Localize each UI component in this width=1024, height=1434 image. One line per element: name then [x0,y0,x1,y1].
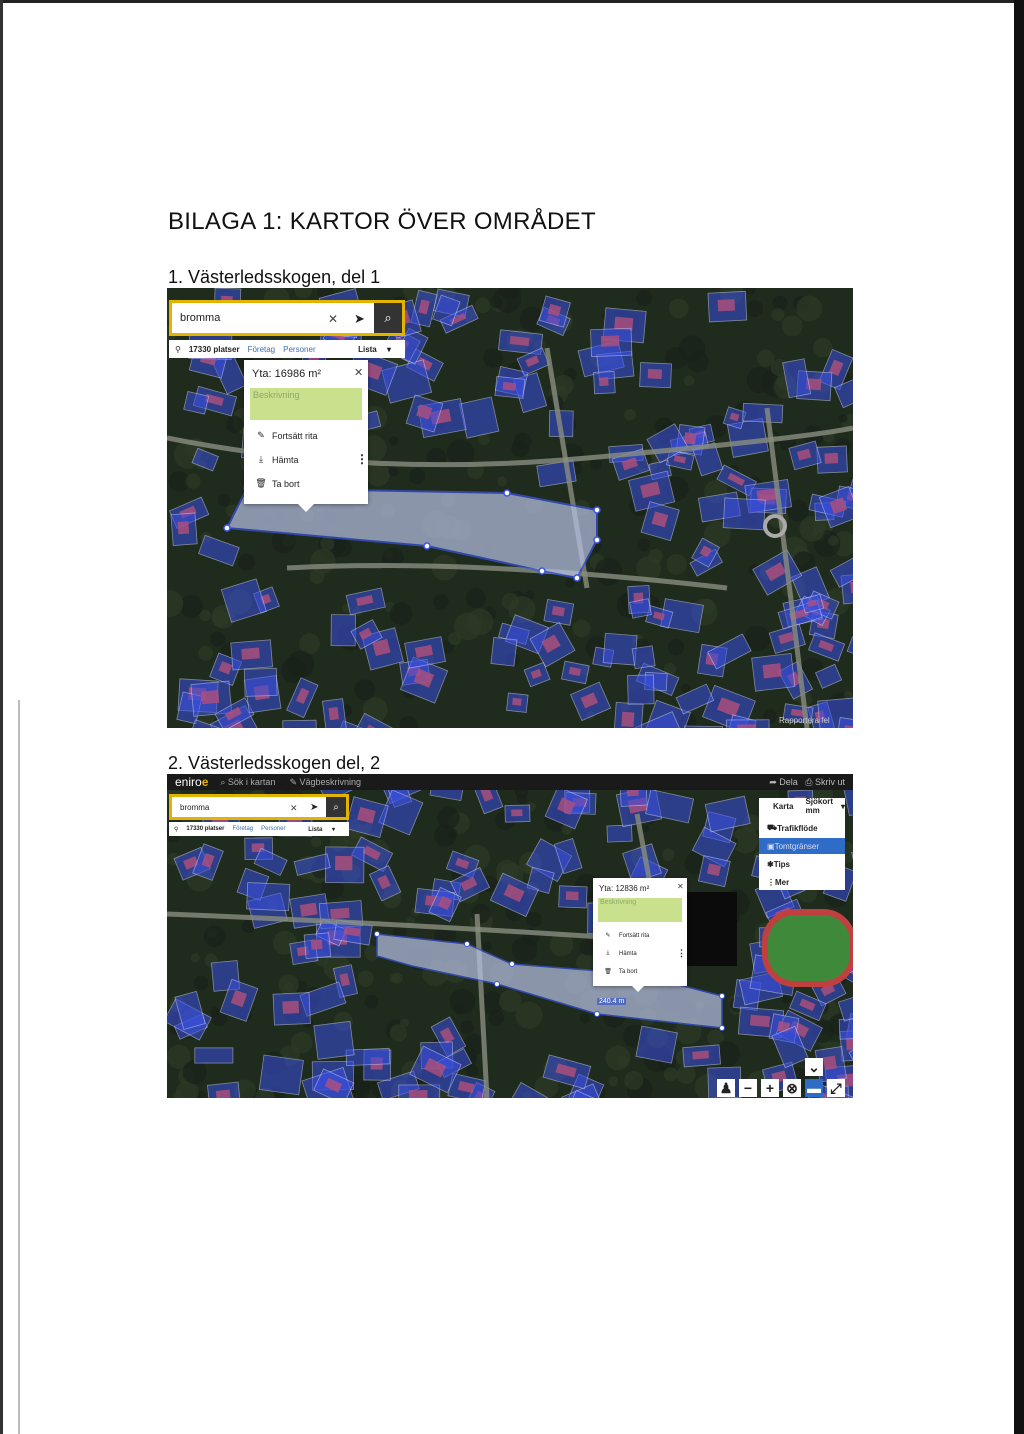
measure-icon[interactable]: ▬ [807,1080,821,1096]
map2-fetch-label: Hämta [619,950,637,957]
map2-continue-drawing[interactable] [601,932,649,939]
map1-delete-label: Ta bort [272,478,300,489]
eniro-logo-text: eniro [175,775,202,789]
map2-area-popup [593,878,687,986]
map2-layer-panel [759,798,845,890]
map2-results-count: 17330 platser [186,826,225,832]
map2-result-bar [169,822,349,836]
plot-icon: ▣ [767,841,775,851]
map2-plots-label: Tomtgränser [774,841,820,851]
trash-icon: 🗑 [604,969,612,975]
popup-pointer [298,504,314,512]
map2-route[interactable]: ✎ Vägbeskrivning [289,776,362,787]
scan-edge-right [1014,0,1024,1434]
vertex-handle [424,543,430,549]
map2-layer-tabs [759,798,845,814]
clear-icon[interactable]: ✕ [328,312,339,326]
page-heading: BILAGA 1: KARTOR ÖVER OMRÅDET [168,208,596,235]
map2-share-print[interactable]: ➦ Dela ⎙ Skriv ut [769,776,845,787]
map1-list-label: Lista [358,344,377,354]
map1-report-error[interactable]: Rapportera fel [779,716,830,725]
search-icon[interactable]: ⌕ [326,797,346,817]
map2-print-label: Skriv ut [814,776,845,787]
map2-delete[interactable] [601,968,637,975]
pin-icon: ⚲ [174,826,179,833]
vertex-handle [539,568,545,574]
location-arrow-icon[interactable]: ➤ [354,311,365,326]
map2-list-label: Lista [308,826,323,833]
map2-layer-more[interactable] [759,874,845,890]
map2-tab-companies[interactable]: Företag [232,826,254,832]
dark-court [685,892,737,966]
map1-continue-label: Fortsätt rita [272,430,318,441]
pencil-icon: ✎ [257,430,265,440]
map1-search-input[interactable]: bromma [180,312,221,324]
map2-search-in-map[interactable]: ⌕ Sök i kartan [220,776,276,787]
map2-more-label: Mer [775,877,790,887]
map1-tab-companies[interactable]: Företag [247,344,276,354]
location-arrow-icon[interactable]: ➤ [310,802,319,813]
map1-result-bar [169,340,405,358]
map1-continue-drawing[interactable] [254,430,318,441]
close-icon[interactable]: ✕ [677,882,684,891]
map2-fetch[interactable] [601,950,637,957]
map2-sea-tab[interactable]: Sjökort mm [805,797,834,815]
search-icon[interactable]: ⌕ [374,303,402,333]
map1-fetch[interactable] [254,454,299,465]
zoom-out-icon[interactable]: − [739,1079,757,1097]
more-icon[interactable]: ⋮ [356,452,368,466]
eniro-logo[interactable]: eniroe [175,775,209,789]
map1-search-box[interactable] [169,300,405,336]
vertex-handle [510,962,515,967]
vertex-handle [594,507,600,513]
more-icon[interactable]: ⋮ [677,948,686,958]
map2-toolbar [167,774,853,790]
car-icon: ⛟ [767,823,778,832]
vertex-handle [720,1026,725,1031]
map2-search-box[interactable] [169,794,349,820]
map2-route-label: Vägbeskrivning [299,776,362,787]
download-icon: ⤓ [259,454,263,464]
map1-delete[interactable] [254,478,300,489]
vertex-handle [574,575,580,581]
map2-map-tab[interactable]: Karta [773,801,794,811]
more-icon: ⋮ [767,877,775,887]
popup-pointer [632,986,644,992]
map2-satellite-view[interactable] [167,774,853,1098]
close-icon[interactable]: ✕ [354,367,364,379]
scan-edge-left [0,0,3,1434]
vertex-handle [594,537,600,543]
map2-layer-plots[interactable] [759,838,845,854]
vertex-handle [495,982,500,987]
map2-traffic-label: Trafikflöde [777,823,818,833]
vertex-handle [224,525,230,531]
vertex-handle [720,994,725,999]
vertex-handle [465,942,470,947]
map1-caption: 1. Västerledsskogen, del 1 [168,267,381,287]
pencil-icon: ✎ [605,933,611,939]
map2-search-in-map-label: Sök i kartan [227,776,276,787]
map2-tips-label: Tips [773,859,791,869]
map2-layer-traffic[interactable] [759,820,845,836]
trash-icon: 🗑 [255,478,267,488]
map2-continue-label: Fortsätt rita [619,932,650,939]
person-icon[interactable]: ♟ [717,1079,735,1097]
map1-list-dropdown[interactable]: Lista ▾ [358,344,391,354]
map2-description-field[interactable]: Beskrivning [598,898,682,922]
map1-description-field[interactable]: Beskrivning [250,388,362,420]
sports-field [765,912,853,984]
map1-fetch-label: Hämta [272,454,299,465]
chevron-down-icon: ▾ [840,801,845,811]
map1-area-label: Yta: 16986 m² [252,368,322,380]
map2-area-label: Yta: 12836 m² [599,884,650,893]
zoom-in-icon[interactable]: + [761,1079,779,1097]
map2-layers-toggle-icon[interactable]: ⌄ [805,1058,823,1076]
map2-measure-label: 240.4 m [599,998,625,1005]
map1-results-count: 17330 platser [188,344,240,354]
map1-satellite-view[interactable] [167,288,853,728]
map2-tab-people[interactable]: Personer [261,826,286,832]
tips-icon: ✱ [767,859,774,869]
map2-list-dropdown[interactable]: Lista ▾ [308,826,335,833]
map1-area-popup [244,360,368,504]
vertex-handle [375,932,380,937]
map2-delete-label: Ta bort [619,968,638,975]
map2-search-input[interactable]: bromma [180,802,210,812]
map2-share-label: Dela [779,776,798,787]
download-icon: ⤓ [606,950,610,956]
fullscreen-icon[interactable]: ⤢ [827,1079,845,1097]
pin-icon: ⚲ [175,344,181,354]
vertex-handle [595,1012,600,1017]
scan-edge-top [0,0,1024,3]
clear-icon[interactable]: ✕ [290,803,298,813]
map2-caption: 2. Västerledsskogen del, 2 [168,753,381,773]
scan-edge-shadow [18,700,20,1434]
compass-icon[interactable]: ⊗ [783,1079,801,1097]
map1-tab-people[interactable]: Personer [283,344,316,354]
vertex-handle [504,490,510,496]
map2-layer-tips[interactable] [759,856,845,872]
